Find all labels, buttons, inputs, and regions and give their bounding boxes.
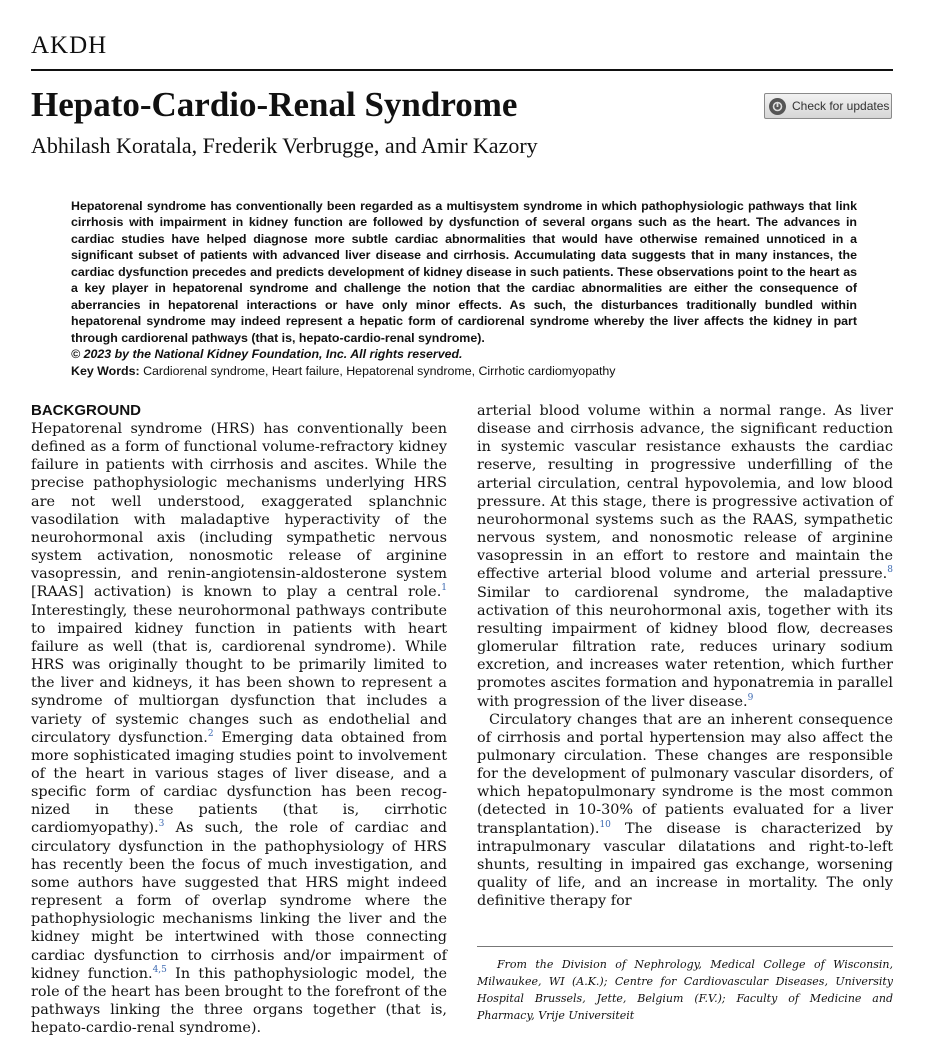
paragraph-text: In this pathophysiologic model, the role of the heart has been brought to the forefront of the pathways linking the three organs together (that is, hepato-cardio-renal syndrome). [31,965,447,1037]
copyright: © 2023 by the National Kidney Foundation, Inc. All rights reserved. [71,347,463,361]
paragraph-text: Circulatory changes that are an inherent consequence of cirrhosis and portal hypertension may also affect the pulmonary circulation. These changes are responsible for the development of pulmonary vascular disorders, of which hepatopulmonary syndrome is the most common (detected in 10-30% of patients evaluated for a liver transplantation). [477,711,893,837]
check-for-updates-button[interactable] [764,93,892,119]
paragraph-text: Similar to cardiorenal syndrome, the maladaptive activation of this neurohormonal axis, together with its resulting impairment of kidney blood flow, decreases glomerular filtration rate, reduces urinary sodium excretion, and increases water retention, which further promotes ascites formation and hyponatremia in parallel with progression of the liver disease. [477,584,893,710]
affiliation-footnote: From the Division of Nephrology, Medical College of Wisconsin, Milwaukee, WI (A.K.); Centre for Cardiovascular Diseases, University Hospital Brussels, Jette, Belgium (F.V.); Faculty of Medicine and Pharmacy, Vrije Universiteit [477,958,893,1022]
reference-link[interactable]: 1 [441,583,447,594]
author-list: Abhilash Koratala, Frederik Verbrugge, and Amir Kazory [31,133,538,158]
journal-name: AKDH [31,32,108,59]
right-column [477,402,893,910]
keywords-list: Cardiorenal syndrome, Heart failure, Hepatorenal syndrome, Cirrhotic cardiomyopathy [143,364,616,378]
check-updates-icon [769,98,786,115]
keywords [71,364,616,378]
paragraph-text: The disease is characterized by intrapulmonary vascular dilatations and right-to-left shunts, resulting in impaired gas exchange, worsening quality of life, and an increase in mortality. The only definitive therapy for [477,820,893,910]
article-title: Hepato-Cardio-Renal Syndrome [31,85,518,124]
paragraph-text: Interestingly, these neurohormonal pathways contribute to impaired kidney function in patients with heart failure as well (that is, cardiorenal syndrome). While HRS was originally thought to be primarily limited to the liver and kidneys, it has been shown to represent a syndrome of multiorgan dysfunction that includes a variety of systemic changes such as endothelial and circulatory dysfunction. [31,602,447,746]
check-updates-label: Check for updates [792,99,890,113]
circulatory-paragraph [477,711,893,911]
reference-link[interactable]: 2 [207,728,214,739]
reference-link[interactable]: 10 [599,819,611,830]
paragraph-text: Emerging data obtained from more sophisticated imaging studies point to involvement of the heart in various stages of liver disease, and a specific form of cardiac dysfunction has been recognized in these patients (that is, cirrhotic cardiomyopathy). [31,729,447,837]
left-column [31,402,447,1037]
background-paragraph [31,420,447,1037]
paragraph-text: As such, the role of cardiac and circulatory dysfunction in the pathophysiology of HRS has recently been the focus of much investigation, and some authors have suggested that HRS might indeed represent a form of overlap syndrome where the pathophysiologic mechanisms linking the liver and the kidney might be intertwined with those connecting cardiac dysfunction to cirrhosis and/or impairment of kidney function. [31,820,447,982]
paragraph-text: arterial blood volume within a normal range. As liver disease and cirrhosis advance, the significant reduction in systemic vascular resistance exhausts the cardiac reserve, resulting in progressive underfilling of the arterial circulation, central hypovolemia, and low blood pressure. At this stage, there is progressive activation of neurohormonal systems such as the RAAS, sympathetic nervous system, and nonosmotic release of arginine vasopressin in an effort to restore and maintain the effective arterial blood volume and arterial pressure. [477,403,893,583]
header-rule [31,69,893,71]
keywords-label: Key Words: [71,364,140,378]
abstract: Hepatorenal syndrome has conventionally been regarded as a multisystem syndrome in which pathophysiologic pathways that link cirrhosis with impairment in kidney function are followed by dysfunction of several organs such as the heart. The advances in cardiac studies have helped diagnose more subtle cardiac abnormalities that would have otherwise remained unnoticed in a significant subset of patients with advanced liver disease and cirrhosis. Accumulating data suggests that in many instances, the cardiac dysfunction precedes and predicts development of kidney disease in such patients. These observations point to the heart as a key player in hepatorenal syndrome and challenge the notion that the cardiac abnormalities are either the consequence of aberrancies in hepatorenal interactions or have only minor effects. As such, the disturbances traditionally bundled within hepatorenal syndrome may indeed represent a hepatic form of cardiorenal syndrome whereby the liver affects the kidney in part through cardiorenal pathways (that is, hepato-cardio-renal syndrome). [71,199,857,345]
reference-link[interactable]: 4,5 [152,964,167,975]
reference-link[interactable]: 8 [887,565,893,576]
paragraph-text: Hepatorenal syndrome (HRS) has conventionally been defined as a form of functional volume-refractory kidney failure in patients with cirrhosis and ascites. While the precise pathophysiologic mechanisms underlying HRS are not well understood, exaggerated splanchnic vasodilation with maladaptive hyperactivity of the neurohormonal axis (including sympathetic nervous system activation, nonosmotic release of arginine vasopressin, and renin-angiotensin-aldosterone system [RAAS] activation) is known to play a central role. [31,421,447,601]
background-heading: BACKGROUND [31,402,141,419]
footnote-rule [477,946,893,947]
reference-link[interactable]: 3 [158,819,165,830]
reference-link[interactable]: 9 [747,692,754,703]
continued-paragraph [477,402,893,711]
